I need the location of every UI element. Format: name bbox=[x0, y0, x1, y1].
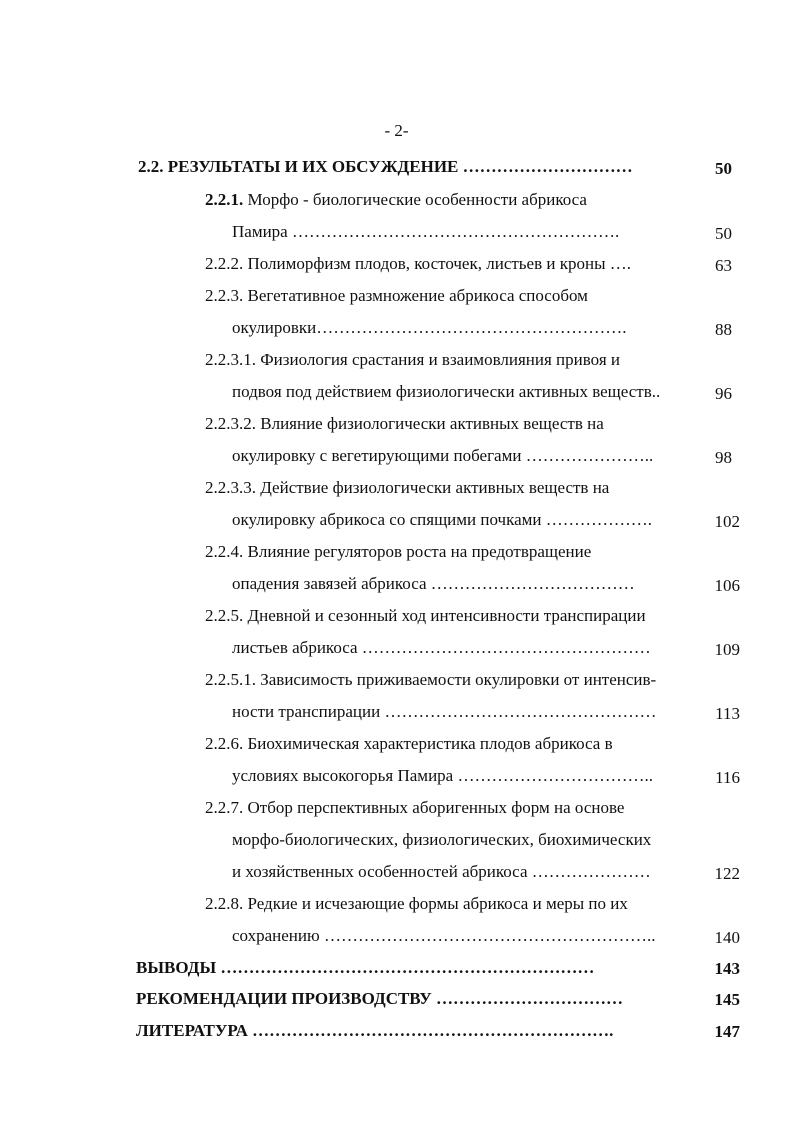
toc-entry-2-2-7: 2.2.7. Отбор перспективных аборигенных форм на основе bbox=[205, 798, 625, 817]
toc-page: 50 bbox=[715, 159, 732, 178]
page-number: - 2- bbox=[384, 121, 409, 140]
toc-title: ности транспирации bbox=[232, 702, 385, 721]
toc-title: окулировку с вегетирующими побегами bbox=[232, 446, 526, 465]
toc-leader: …………………………………………………. bbox=[287, 222, 620, 241]
toc-page: 88 bbox=[715, 320, 732, 339]
toc-entry-2-2-3-2: 2.2.3.2. Влияние физиологически активных веществ на bbox=[205, 414, 604, 433]
toc-page: 98 bbox=[715, 448, 732, 467]
toc-page: 147 bbox=[714, 1022, 740, 1041]
toc-entry-2-2-6-cont bbox=[232, 765, 653, 787]
toc-leader: ………………….. bbox=[525, 446, 654, 465]
toc-entry-2-2-3-1: 2.2.3.1. Физиология срастания и взаимовлияния привоя и bbox=[205, 350, 620, 369]
toc-title: окулировку абрикоса со спящими почками bbox=[232, 510, 546, 529]
toc-leader: ……………………………… bbox=[430, 574, 635, 593]
toc-number: 2.2.1. bbox=[205, 190, 244, 209]
toc-page: 113 bbox=[715, 704, 740, 723]
toc-entry-2-2-7-cont bbox=[232, 861, 651, 883]
toc-entry-recommendations bbox=[136, 988, 623, 1010]
toc-title: условиях высокогорья Памира bbox=[232, 766, 458, 785]
toc-leader: ………………………… bbox=[462, 157, 633, 176]
toc-leader: …………………………….. bbox=[457, 766, 653, 785]
toc-page: 140 bbox=[714, 928, 740, 947]
toc-title: и хозяйственных особенностей абрикоса bbox=[232, 862, 532, 881]
toc-leader: ………………………………………………………. bbox=[252, 1021, 614, 1040]
toc-leader: ………………………………………………….. bbox=[323, 926, 656, 945]
toc-title: РЕКОМЕНДАЦИИ ПРОИЗВОДСТВУ bbox=[136, 989, 436, 1008]
toc-page: 102 bbox=[714, 512, 740, 531]
toc-entry-2-2-2 bbox=[205, 253, 631, 275]
toc-entry-2-2-3-2-cont bbox=[232, 445, 653, 467]
toc-title: Памира bbox=[232, 222, 288, 241]
toc-title: опадения завязей абрикоса bbox=[232, 574, 431, 593]
toc-title: ЛИТЕРАТУРА bbox=[136, 1021, 253, 1040]
toc-title: ВЫВОДЫ bbox=[136, 958, 221, 977]
toc-title: подвоя под действием физиологически активных веществ bbox=[232, 382, 652, 401]
toc-leader: …………………………………………… bbox=[361, 638, 651, 657]
toc-entry-2-2 bbox=[138, 156, 633, 178]
toc-entry-2-2-5-cont bbox=[232, 637, 651, 659]
toc-title: Морфо - биологические особенности абрикоса bbox=[243, 190, 587, 209]
toc-title: листьев абрикоса bbox=[232, 638, 362, 657]
toc-page: 96 bbox=[715, 384, 732, 403]
toc-leader: …. bbox=[609, 254, 631, 273]
toc-entry-2-2-7-cont: морфо-биологических, физиологических, биохимических bbox=[232, 830, 652, 849]
toc-entry-2-2-3-3-cont bbox=[232, 509, 652, 531]
toc-leader: ………………………………………………………… bbox=[220, 958, 595, 977]
toc-entry-2-2-8-cont bbox=[232, 925, 655, 947]
toc-entry-2-2-1 bbox=[205, 189, 587, 211]
toc-page: 109 bbox=[714, 640, 740, 659]
toc-leader: ………………………………………… bbox=[384, 702, 657, 721]
toc-title: 2.2. РЕЗУЛЬТАТЫ И ИХ ОБСУЖДЕНИЕ bbox=[138, 157, 463, 176]
toc-title: сохранению bbox=[232, 926, 324, 945]
toc-entry-2-2-4-cont bbox=[232, 573, 635, 595]
toc-page: 122 bbox=[714, 864, 740, 883]
toc-leader: …………………………… bbox=[436, 989, 623, 1008]
toc-leader: ………………… bbox=[531, 862, 651, 881]
toc-title: окулировки bbox=[232, 318, 317, 337]
toc-entry-2-2-3-1-cont bbox=[232, 381, 660, 403]
toc-entry-2-2-3: 2.2.3. Вегетативное размножение абрикоса способом bbox=[205, 286, 588, 305]
toc-entry-conclusions bbox=[136, 957, 594, 979]
toc-entry-2-2-8: 2.2.8. Редкие и исчезающие формы абрикоса и меры по их bbox=[205, 894, 628, 913]
toc-entry-2-2-6: 2.2.6. Биохимическая характеристика плодов абрикоса в bbox=[205, 734, 613, 753]
toc-page: 116 bbox=[715, 768, 740, 787]
toc-entry-2-2-5-1: 2.2.5.1. Зависимость приживаемости окулировки от интенсив- bbox=[205, 670, 657, 689]
toc-entry-2-2-1-cont bbox=[232, 221, 619, 243]
toc-entry-literature bbox=[136, 1020, 613, 1042]
toc-entry-2-2-3-3: 2.2.3.3. Действие физиологически активных веществ на bbox=[205, 478, 610, 497]
toc-entry-2-2-4: 2.2.4. Влияние регуляторов роста на предотвращение bbox=[205, 542, 592, 561]
toc-page: 106 bbox=[714, 576, 740, 595]
toc-title: 2.2.2. Полиморфизм плодов, косточек, листьев и кроны bbox=[205, 254, 610, 273]
toc-page: 143 bbox=[714, 959, 740, 978]
toc-page: 63 bbox=[715, 256, 732, 275]
toc-entry-2-2-3-cont bbox=[232, 317, 627, 339]
toc-page: 50 bbox=[715, 224, 732, 243]
toc-leader: ………………. bbox=[545, 510, 652, 529]
toc-leader: ………………………………………………. bbox=[316, 318, 627, 337]
toc-entry-2-2-5: 2.2.5. Дневной и сезонный ход интенсивности транспирации bbox=[205, 606, 646, 625]
toc-entry-2-2-5-1-cont bbox=[232, 701, 656, 723]
toc-leader: .. bbox=[651, 382, 661, 401]
toc-page: 145 bbox=[714, 990, 740, 1009]
